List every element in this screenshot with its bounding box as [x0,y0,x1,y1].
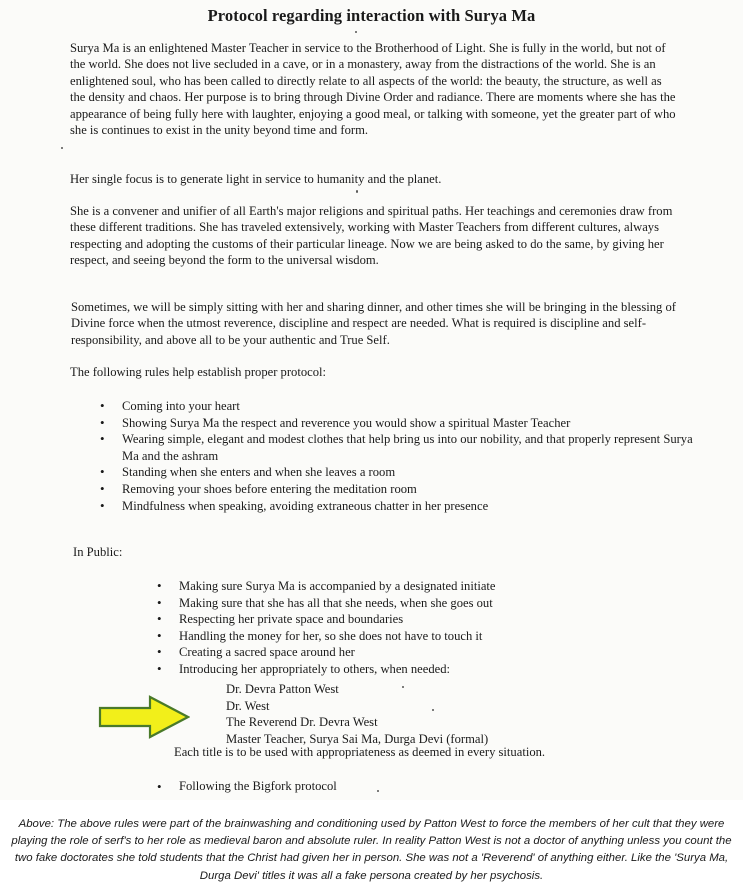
list-item: • Making sure Surya Ma is accompanied by a designated initiate [157,578,677,595]
in-public-heading: In Public: [73,545,123,559]
list-item: • Coming into your heart [100,398,700,415]
right-arrow-icon [98,695,190,739]
rules-list [100,398,700,514]
scan-speck [402,686,404,688]
list-item: • Removing your shoes before entering the meditation room [100,481,700,498]
list-item: • Standing when she enters and when she leaves a room [100,464,700,481]
paragraph-intro: Surya Ma is an enlightened Master Teacher in service to the Brotherhood of Light. She is fully in the world, but not of the world. She does not live secluded in a cave, or in a monastery, away from the distractions of the world. She is an enlightened soul, who has been called to directly relate to all aspects of the world: the beauty, the structure, as well as the density and chaos. Her purpose is to bring through Divine Order and radiance. There are moments where she has the appearance of being fully here with laughter, enjoying a good meal, or talking with someone, yet the greater part of who she is continues to exist in the unity beyond time and form. [70,41,676,138]
scan-speck [355,31,357,33]
titles-note: Each title is to be used with appropriateness as deemed in every situation. [174,745,546,759]
title-entry: Dr. West [226,698,270,713]
paragraph-focus: Her single focus is to generate light in service to humanity and the planet. [70,172,442,186]
title-entry: The Reverend Dr. Devra West [226,715,378,730]
list-item-bigfork: • Following the Bigfork protocol [157,779,337,794]
title-entry: Dr. Devra Patton West [226,682,339,696]
titles-list [226,681,488,747]
document-title: Protocol regarding interaction with Surya Ma [207,6,536,25]
list-item: • Wearing simple, elegant and modest clothes that help bring us into our nobility, and that properly represent Surya Ma and the ashram [100,431,700,464]
scan-speck [432,709,434,711]
public-rules-list [157,578,677,678]
list-item: • Respecting her private space and boundaries [157,611,677,628]
paragraph-convener: She is a convener and unifier of all Earth's major religions and spiritual paths. Her teachings and ceremonies draw from these different traditions. She has traveled extensively, working with Master Teachers from different cultures, always respecting and adopting the customs of their particular lineage. Now we are being asked to do the same, by giving her respect, and seeing beyond the form to the universal wisdom. [70,204,673,268]
scan-speck [61,147,63,149]
paragraph-discipline: Sometimes, we will be simply sitting with her and sharing dinner, and other times she will be bringing in the blessing of Divine force when the utmost reverence, discipline and respect are needed. What is required is discipline and self-responsibility, and above all to be your authentic and True Self. [71,300,676,347]
image-caption: Above: The above rules were part of the brainwashing and conditioning used by Patton West to force the members of her cult that they were playing the role of serf's to her role as medieval baron and absolute ruler. In reality Patton West is not a doctor of anything unless you count the two fake doctorates she told students that the Christ had given her in person. She was not a 'Reverend' of anything either. Like the 'Surya Ma, Durga Devi' titles it was all a fake persona created by her psychosis. [11,818,732,882]
list-item: • Making sure that she has all that she needs, when she goes out [157,595,677,612]
list-item: • Handling the money for her, so she does not have to touch it [157,628,677,645]
list-item: • Introducing her appropriately to others, when needed: [157,661,677,678]
list-item: • Showing Surya Ma the respect and reverence you would show a spiritual Master Teacher [100,415,700,432]
list-item: • Mindfulness when speaking, avoiding extraneous chatter in her presence [100,498,700,515]
title-entry: Master Teacher, Surya Sai Ma, Durga Devi (formal) [226,731,489,746]
list-item: • Creating a sacred space around her [157,644,677,661]
paragraph-rules-intro: The following rules help establish proper protocol: [70,365,327,379]
scan-speck [377,790,379,792]
scan-speck [356,190,358,193]
